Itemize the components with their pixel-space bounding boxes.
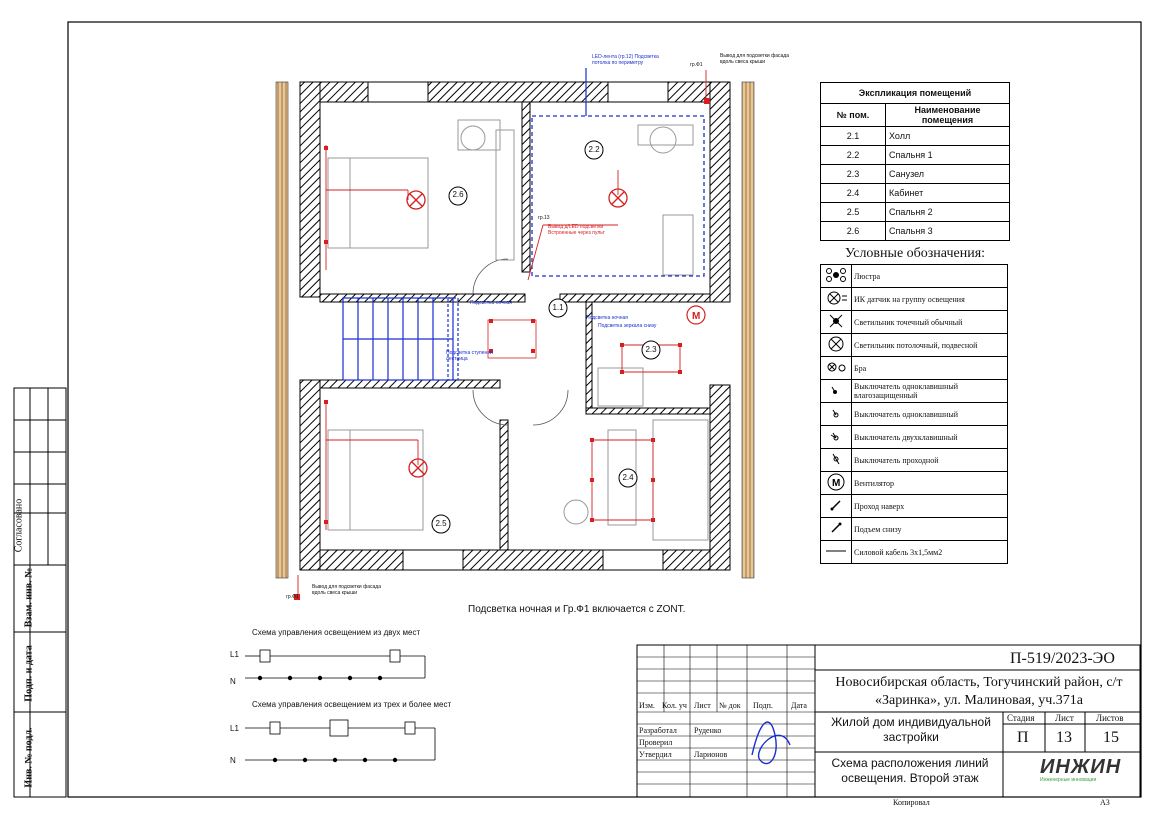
sheet-value: 13 xyxy=(1056,729,1072,746)
mirror-light-note: Подсветка зеркала снизу xyxy=(598,323,657,329)
explication-title: Экспликация помещений xyxy=(821,83,1010,104)
table-row: 2.2 Спальня 1 xyxy=(821,146,1010,165)
copied-label: Копировал xyxy=(893,798,930,807)
legend-item: Люстра xyxy=(821,265,1008,288)
logo-text: ИНЖИН xyxy=(1040,756,1122,778)
legend-item: Выключатель одноклавишный xyxy=(821,403,1008,426)
legend-item: Светильник точечный обычный xyxy=(821,311,1008,334)
gr-f1-bottom-note: гр.Ф1 xyxy=(286,594,299,600)
sheets-label: Листов xyxy=(1096,713,1124,723)
company-logo xyxy=(1040,756,1136,794)
stage-value: П xyxy=(1017,729,1029,746)
stage-label: Стадия xyxy=(1007,713,1035,723)
table-row: 2.1 Холл xyxy=(821,127,1010,146)
side-inv-orig-label: Инв. № подл. xyxy=(23,727,35,788)
legend-item: Силовой кабель 3х1,5мм2 xyxy=(821,541,1008,564)
col-izm: Изм. xyxy=(639,701,655,710)
approved-label: Утвердил xyxy=(639,750,672,759)
legend-item: Бра xyxy=(821,357,1008,380)
led-stairs-note: Вывод д/LED подсветки Встроенные через пульт xyxy=(548,224,605,236)
explication-col-name: Наименование помещения xyxy=(886,104,1010,127)
room-label-2-6: 2.6 xyxy=(452,190,464,199)
legend-item: Выключатель проходной xyxy=(821,449,1008,472)
led-strip-note: LED-лента (гр.12) Подсветка потолка по периметру xyxy=(592,54,659,66)
zont-note: Подсветка ночная и Гр.Ф1 включается с ZONT. xyxy=(468,604,686,615)
table-row: 2.4 Кабинет xyxy=(821,184,1010,203)
approved-name: Ларионов xyxy=(694,750,728,759)
svg-text:M: M xyxy=(692,311,701,322)
developed-label: Разработал xyxy=(639,726,677,735)
scheme-n-label-2: N xyxy=(230,756,236,765)
side-sign-date-label: Подп. и дата xyxy=(23,645,35,702)
table-row: 2.6 Спальня 3 xyxy=(821,222,1010,241)
logo-subtext: Инженерные инновации xyxy=(1040,777,1097,783)
scheme-three-places-title: Схема управления освещением из трех и более мест xyxy=(252,700,452,709)
room-label-2-5: 2.5 xyxy=(435,519,447,528)
night-light-note-1: Подсветка ночная xyxy=(470,300,512,306)
svg-text:M: M xyxy=(832,478,841,489)
room-label-2-2: 2.2 xyxy=(588,145,600,154)
facade-top-note: Вывод для подсветки фасада вдоль свеса крыши xyxy=(720,53,789,65)
room-label-2-3: 2.3 xyxy=(645,345,657,354)
gr13-note: гр.13 xyxy=(538,215,550,221)
sheet-name: Схема расположения линий освещения. Второй этаж xyxy=(831,756,989,785)
col-kol-uch: Кол. уч xyxy=(662,701,687,710)
legend-item: Подъем снизу xyxy=(821,518,1008,541)
sheet-label: Лист xyxy=(1055,713,1074,723)
room-label-1-1: 1.1 xyxy=(552,303,564,312)
scheme-l1-label-1: L1 xyxy=(230,650,239,659)
format-label: А3 xyxy=(1100,798,1110,807)
scheme-n-label-1: N xyxy=(230,677,236,686)
night-light-note-2: Подсветка ночная xyxy=(586,315,628,321)
checked-label: Проверил xyxy=(639,738,673,747)
legend-item: Выключатель одноклавишный влагозащищенный xyxy=(821,380,1008,403)
gr-f1-top-note: гр.Ф1 xyxy=(690,62,703,68)
legend-item: Проход наверх xyxy=(821,495,1008,518)
scheme-two-places-title: Схема управления освещением из двух мест xyxy=(252,628,421,637)
legend-item: Выключатель двухклавишный xyxy=(821,426,1008,449)
legend-item: M Вентилятор xyxy=(821,472,1008,495)
table-row: 2.3 Санузел xyxy=(821,165,1010,184)
sheets-value: 15 xyxy=(1103,729,1119,746)
stairs-light-note: Подсветка ступеней лестница xyxy=(446,350,493,362)
developed-name: Руденко xyxy=(694,726,722,735)
col-sign: Подп. xyxy=(753,701,773,710)
col-date: Дата xyxy=(791,701,807,710)
room-label-2-4: 2.4 xyxy=(622,473,634,482)
side-inv-in-label: Взам. инв. № xyxy=(23,567,35,628)
doc-code: П-519/2023-ЭО xyxy=(1010,650,1115,667)
explication-col-num: № пом. xyxy=(821,104,886,127)
table-row: 2.5 Спальня 2 xyxy=(821,203,1010,222)
col-doc: № док xyxy=(719,701,741,710)
address: Новосибирская область, Тогучинский район, с/т «Заринка», ул. Малиновая, уч.371а xyxy=(835,675,1123,708)
legend-item: Светильник потолочный, подвесной xyxy=(821,334,1008,357)
side-agreed-label: Согласовано xyxy=(13,498,25,553)
facade-bottom-note: Вывод для подсветки фасада вдоль свеса крыши xyxy=(312,584,381,596)
legend-title: Условные обозначения: xyxy=(845,246,986,261)
object-name: Жилой дом индивидуальной застройки xyxy=(831,715,991,744)
scheme-l1-label-2: L1 xyxy=(230,724,239,733)
col-list: Лист xyxy=(694,701,711,710)
legend-item: ИК датчик на группу освещения xyxy=(821,288,1008,311)
